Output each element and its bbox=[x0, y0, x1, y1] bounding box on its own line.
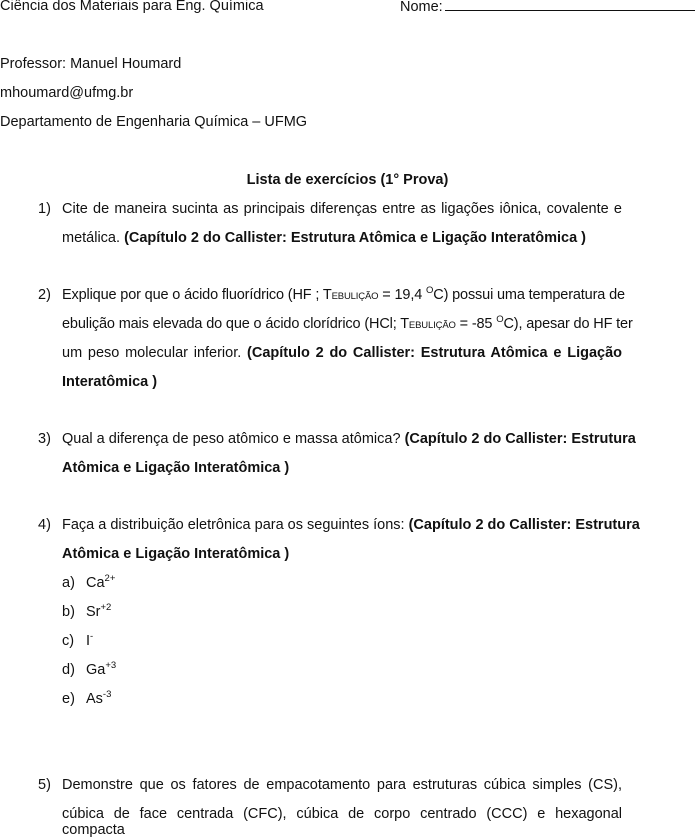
chapter-reference: Interatômica ) bbox=[62, 374, 158, 390]
option-a: a) $Ca^{2+}$ bbox=[62, 573, 116, 591]
question-number: 2) bbox=[38, 287, 51, 303]
name-label: Nome: bbox=[400, 0, 443, 15]
question-text-line: metálica. (Capítulo 2 do Callister: Estrutura Atômica e Ligação Interatômica ) bbox=[62, 230, 587, 246]
option-b: b) $Sr^{+2}$ bbox=[62, 602, 112, 620]
question-text-line: Qual a diferença de peso atômico e massa atômica? (Capítulo 2 do Callister: Estrutura bbox=[62, 431, 636, 447]
name-field bbox=[400, 0, 695, 15]
question-text-line: Faça a distribuição eletrônica para os seguintes íons: (Capítulo 2 do Callister: Estrutura bbox=[62, 517, 640, 533]
chapter-reference: Atômica e Ligação Interatômica ) bbox=[62, 460, 290, 476]
name-underline bbox=[445, 0, 695, 11]
email-line: mhoumard@ufmg.br bbox=[0, 85, 134, 101]
chapter-reference: (Capítulo 2 do Callister: Estrutura Atômica e Ligação Interatômica ) bbox=[124, 230, 587, 246]
question-text-line: cúbica de face centrada (CFC), cúbica de corpo centrado (CCC) e hexagonal compacta bbox=[62, 806, 622, 838]
professor-line: Professor: Manuel Houmard bbox=[0, 56, 182, 72]
document-title: Lista de exercícios (1° Prova) bbox=[246, 172, 449, 188]
chapter-reference: (Capítulo 2 do Callister: Estrutura bbox=[408, 517, 640, 533]
option-e: e) $As^{-3}$ bbox=[62, 689, 112, 707]
question-text-line: Demonstre que os fatores de empacotamento para estruturas cúbica simples (CS), bbox=[62, 777, 622, 793]
question-number: 3) bbox=[38, 431, 51, 447]
question-text-line: um peso molecular inferior. (Capítulo 2 do Callister: Estrutura Atômica e Ligação bbox=[62, 345, 623, 361]
question-text-line: ebulição mais elevada do que o ácido clorídrico (HCl; TEBULIÇÃO = -85 $^O$C), apesar do HF ter bbox=[62, 314, 633, 332]
chapter-reference: Atômica e Ligação Interatômica ) bbox=[62, 546, 290, 562]
option-d: d) $Ga^{+3}$ bbox=[62, 660, 117, 678]
question-number: 4) bbox=[38, 517, 51, 533]
course-title: Ciência dos Materiais para Eng. Química bbox=[0, 0, 264, 14]
question-text-line: Cite de maneira sucinta as principais diferenças entre as ligações iônica, covalente e bbox=[62, 201, 622, 217]
option-c: c) I- bbox=[62, 631, 94, 649]
department-line: Departamento de Engenharia Química – UFMG bbox=[0, 114, 308, 130]
question-number: 5) bbox=[38, 777, 51, 793]
question-number: 1) bbox=[38, 201, 51, 217]
chapter-reference: (Capítulo 2 do Callister: Estrutura bbox=[404, 431, 636, 447]
question-text-line: Explique por que o ácido fluorídrico (HF ; TEBULIÇÃO = 19,4 $^O$C) possui uma temperatura de bbox=[62, 285, 625, 303]
chapter-reference: (Capítulo 2 do Callister: Estrutura Atômica e Ligação bbox=[247, 345, 623, 361]
